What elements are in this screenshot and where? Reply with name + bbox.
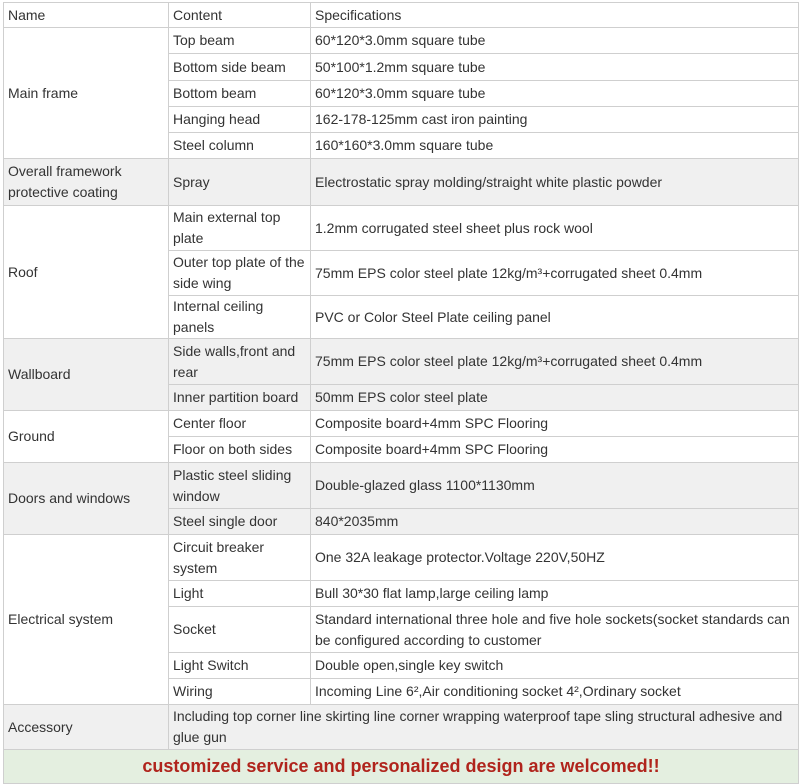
accessory-row <box>4 705 799 750</box>
content-cell: Outer top plate of the side wing <box>169 251 311 296</box>
spec-cell: 162-178-125mm cast iron painting <box>311 107 799 133</box>
content-cell: Steel single door <box>169 509 311 535</box>
content-cell: Center floor <box>169 411 311 437</box>
spec-cell: Bull 30*30 flat lamp,large ceiling lamp <box>311 581 799 607</box>
content-cell: Inner partition board <box>169 385 311 411</box>
spec-cell: Incoming Line 6²,Air conditioning socket 4²,Ordinary socket <box>311 679 799 705</box>
group-ground: Ground <box>4 411 169 463</box>
table-row <box>4 463 799 509</box>
header-specifications: Specifications <box>311 3 799 28</box>
content-cell: Side walls,front and rear <box>169 339 311 385</box>
content-cell: Steel column <box>169 133 311 159</box>
content-cell: Light <box>169 581 311 607</box>
content-cell: Top beam <box>169 28 311 54</box>
table-row <box>4 339 799 385</box>
spec-cell: 60*120*3.0mm square tube <box>311 81 799 107</box>
group-doors-windows: Doors and windows <box>4 463 169 535</box>
header-content: Content <box>169 3 311 28</box>
spec-cell: Standard international three hole and five hole sockets(socket standards can be configured according to customer <box>311 607 799 653</box>
group-roof: Roof <box>4 206 169 339</box>
group-accessory: Accessory <box>4 705 169 750</box>
footer-row <box>4 750 799 784</box>
accessory-content: Including top corner line skirting line corner wrapping waterproof tape sling structural adhesive and glue gun <box>169 705 799 750</box>
spec-cell: 840*2035mm <box>311 509 799 535</box>
group-wallboard: Wallboard <box>4 339 169 411</box>
group-main-frame: Main frame <box>4 28 169 159</box>
spec-cell: 75mm EPS color steel plate 12kg/m³+corrugated sheet 0.4mm <box>311 339 799 385</box>
content-cell: Bottom beam <box>169 81 311 107</box>
content-cell: Wiring <box>169 679 311 705</box>
spec-cell: Electrostatic spray molding/straight white plastic powder <box>311 159 799 206</box>
spec-cell: 75mm EPS color steel plate 12kg/m³+corrugated sheet 0.4mm <box>311 251 799 296</box>
header-name: Name <box>4 3 169 28</box>
content-cell: Plastic steel sliding window <box>169 463 311 509</box>
specification-table <box>3 2 799 784</box>
content-cell: Light Switch <box>169 653 311 679</box>
spec-cell: Double open,single key switch <box>311 653 799 679</box>
spec-cell: Composite board+4mm SPC Flooring <box>311 437 799 463</box>
table-row <box>4 206 799 251</box>
group-protective-coating: Overall framework protective coating <box>4 159 169 206</box>
table-row <box>4 28 799 54</box>
content-cell: Main external top plate <box>169 206 311 251</box>
table-row <box>4 159 799 206</box>
content-cell: Floor on both sides <box>169 437 311 463</box>
content-cell: Circuit breaker system <box>169 535 311 581</box>
table-row <box>4 535 799 581</box>
header-row <box>4 3 799 28</box>
content-cell: Socket <box>169 607 311 653</box>
spec-cell: 60*120*3.0mm square tube <box>311 28 799 54</box>
content-cell: Hanging head <box>169 107 311 133</box>
spec-cell: 50*100*1.2mm square tube <box>311 54 799 81</box>
footer-banner: customized service and personalized design are welcomed!! <box>4 750 799 784</box>
content-cell: Spray <box>169 159 311 206</box>
group-electrical: Electrical system <box>4 535 169 705</box>
spec-cell: 50mm EPS color steel plate <box>311 385 799 411</box>
content-cell: Internal ceiling panels <box>169 296 311 339</box>
spec-cell: Double-glazed glass 1100*1130mm <box>311 463 799 509</box>
spec-cell: 160*160*3.0mm square tube <box>311 133 799 159</box>
spec-cell: One 32A leakage protector.Voltage 220V,50HZ <box>311 535 799 581</box>
table-row <box>4 411 799 437</box>
content-cell: Bottom side beam <box>169 54 311 81</box>
spec-cell: PVC or Color Steel Plate ceiling panel <box>311 296 799 339</box>
spec-cell: Composite board+4mm SPC Flooring <box>311 411 799 437</box>
spec-cell: 1.2mm corrugated steel sheet plus rock wool <box>311 206 799 251</box>
